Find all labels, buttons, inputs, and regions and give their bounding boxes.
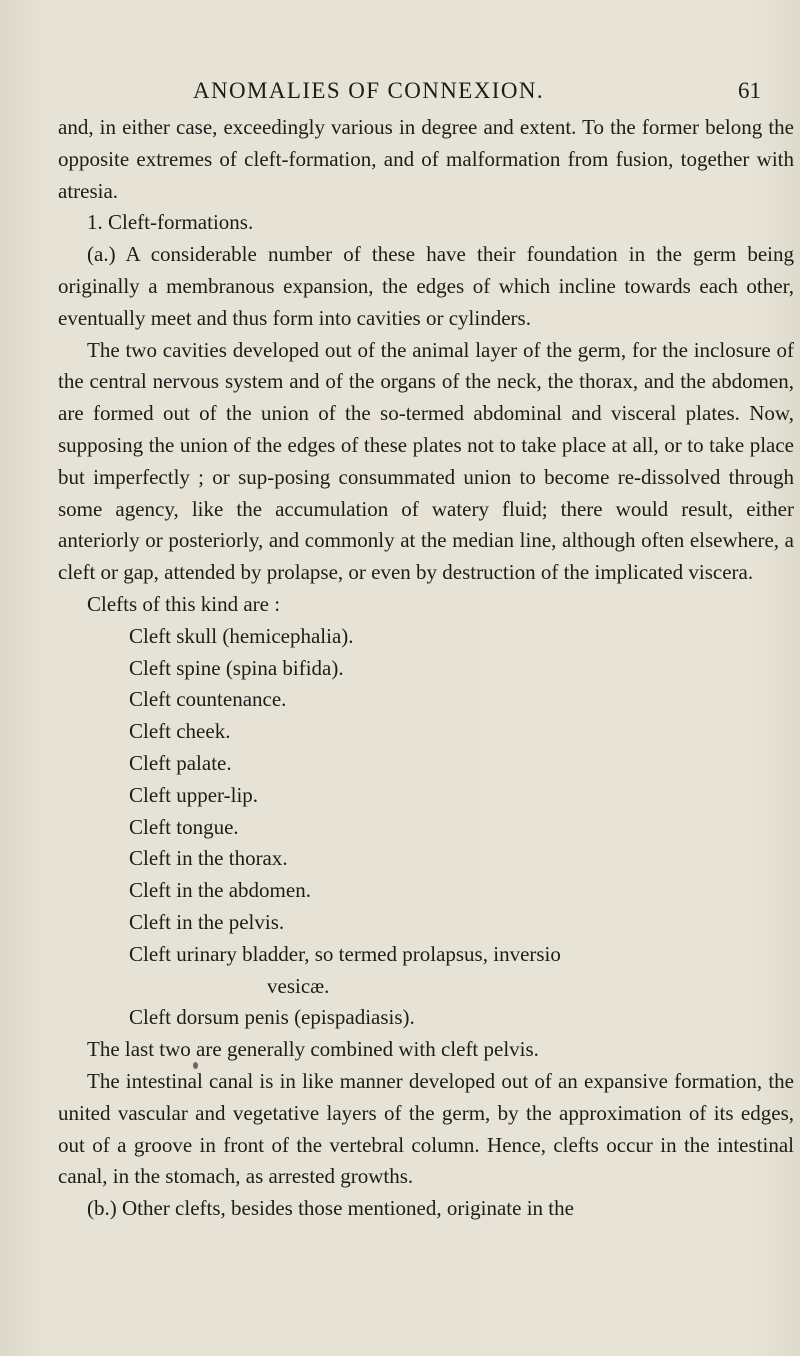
running-title: ANOMALIES OF CONNEXION. [193,78,544,103]
section-heading: 1. Cleft-formations. [87,210,254,235]
page-header [0,78,800,108]
list-item: Cleft in the thorax. [129,846,288,871]
list-item: Cleft skull (hemicephalia). [129,623,354,648]
list-intro: Clefts of this kind are : [87,591,281,616]
page-number: 61 [738,78,761,103]
list-item: Cleft spine (spina bifida). [129,655,344,680]
paragraph-a: (a.) A considerable number of these have their foundation in the germ being originally a membranous expansion, the edges of which incline towards each other, eventually meet and thus form into cavities or cylinders. [58,242,794,330]
list-item: Cleft cheek. [129,719,231,744]
list-item: Cleft upper-lip. [129,782,259,807]
paragraph-intestinal: The intestinal canal is in like manner developed out of an expansive formation, the united vascular and vegetative layers of the germ, by the approximation of its edges, out of a groove in front of the vertebral column. Hence, clefts occur in the intestinal canal, in the stomach, as arrested growths. [58,1068,794,1189]
clefts-list [58,621,794,1034]
list-item-continuation: vesicæ. [267,973,330,998]
paragraph-cavities: The two cavities developed out of the animal layer of the germ, for the inclosure of the central nervous system and of the organs of the neck, the thorax, and the abdomen, are formed out of the union of the so-termed abdominal and visceral plates. Now, supposing the union of the edges of these plates not to take place at all, or to take place but imperfectly ; or sup-posing consummated union to become re-dissolved through some agency, like the accumulation of watery fluid; there would result, either anteriorly or posteriorly, and commonly at the median line, although often elsewhere, a cleft or gap, attended by prolapse, or even by destruction of the implicated viscera. [58,337,794,585]
paragraph-last-two: The last two are generally combined with cleft pelvis. [87,1037,539,1062]
list-item: Cleft tongue. [129,814,239,839]
list-item: Cleft in the abdomen. [129,878,311,903]
list-item: Cleft countenance. [129,687,287,712]
list-item: Cleft palate. [129,750,232,775]
paragraph-continuation: and, in either case, exceedingly various in degree and extent. To the former belong the opposite extremes of cleft-formation, and of malformation from fusion, together with atresia. [58,115,794,203]
list-item: Cleft in the pelvis. [129,909,285,934]
ink-speck [193,1062,198,1069]
list-item: Cleft urinary bladder, so termed prolapsus, inversio [129,941,561,966]
body-text [58,112,794,1225]
list-item: Cleft dorsum penis (epispadiasis). [129,1005,415,1030]
paragraph-b: (b.) Other clefts, besides those mentioned, originate in the [87,1196,574,1221]
